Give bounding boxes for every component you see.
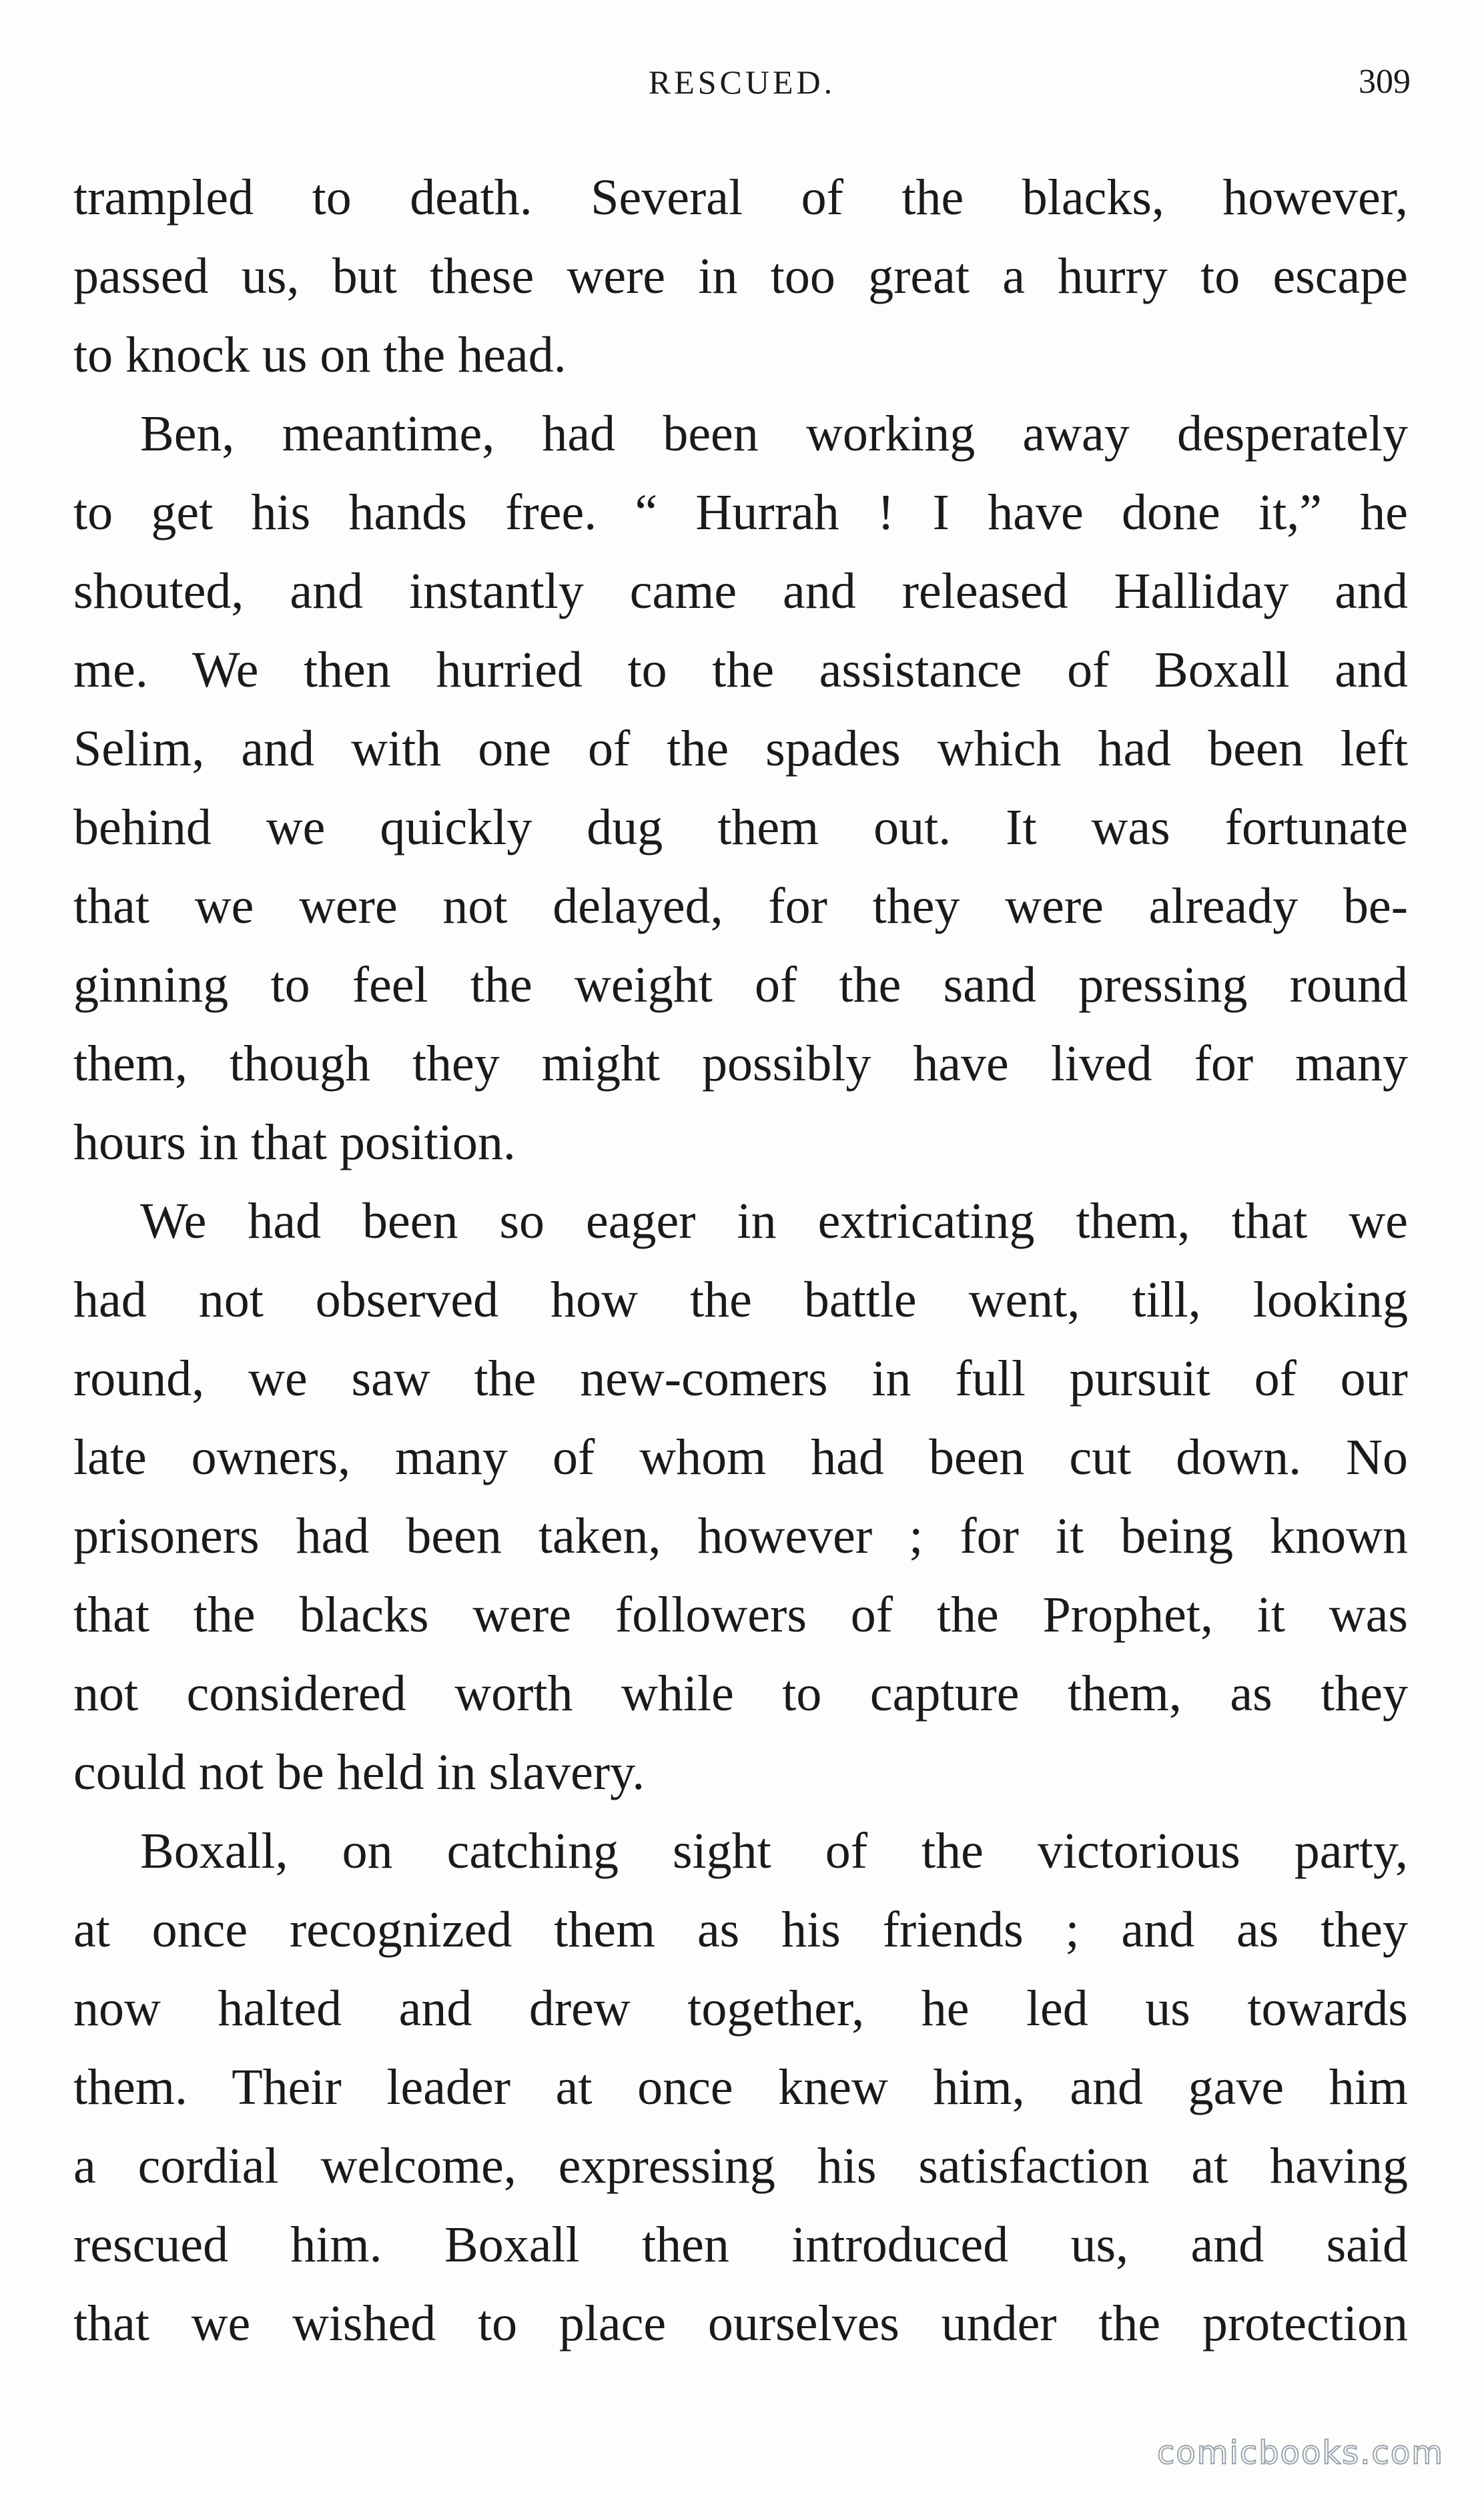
text-line: behind we quickly dug them out. It was fortunate [73, 799, 1408, 855]
text-line: late owners, many of whom had been cut down. No [73, 1429, 1408, 1485]
text-line: not considered worth while to capture them, as they [73, 1666, 1408, 1722]
text-line: rescued him. Boxall then introduced us, and said [73, 2217, 1408, 2273]
text-line: ginning to feel the weight of the sand pressing round [73, 957, 1408, 1013]
text-line: trampled to death. Several of the blacks, however, [73, 169, 1408, 226]
text-line: them, though they might possibly have lived for many [73, 1036, 1408, 1092]
watermark: comicbooks.com [1156, 2434, 1444, 2472]
body-text [73, 158, 1408, 2363]
running-header [73, 59, 1411, 105]
text-line: at once recognized them as his friends ; and as they [73, 1902, 1408, 1958]
text-line: Ben, meantime, had been working away desperately [140, 406, 1408, 462]
text-line: that we wished to place ourselves under the protection [73, 2295, 1408, 2352]
text-line: them. Their leader at once knew him, and gave him [73, 2059, 1408, 2115]
running-title: RESCUED. [648, 63, 836, 101]
text-line: prisoners had been taken, however ; for it being known [73, 1508, 1408, 1564]
text-line: round, we saw the new-comers in full pursuit of our [73, 1351, 1408, 1407]
text-line: shouted, and instantly came and released Halliday and [73, 563, 1408, 619]
text-line: could not be held in slavery. [73, 1744, 645, 1800]
text-line: We had been so eager in extricating them, that we [140, 1193, 1408, 1249]
text-line: that the blacks were followers of the Prophet, it was [73, 1587, 1408, 1643]
text-line: a cordial welcome, expressing his satisfaction at having [73, 2138, 1408, 2194]
text-line: had not observed how the battle went, till, looking [73, 1272, 1408, 1328]
text-line: hours in that position. [73, 1114, 516, 1170]
text-line: to get his hands free. “ Hurrah ! I have done it,” he [73, 484, 1408, 541]
text-line: Selim, and with one of the spades which had been left [73, 721, 1408, 777]
text-line: passed us, but these were in too great a hurry to escape [73, 248, 1408, 304]
text-line: me. We then hurried to the assistance of Boxall and [73, 642, 1408, 698]
text-line: Boxall, on catching sight of the victorious party, [140, 1823, 1408, 1879]
text-line: to knock us on the head. [73, 327, 567, 383]
text-line: that we were not delayed, for they were already be- [73, 878, 1408, 934]
page-number: 309 [1359, 63, 1411, 101]
text-line: now halted and drew together, he led us towards [73, 1981, 1408, 2037]
